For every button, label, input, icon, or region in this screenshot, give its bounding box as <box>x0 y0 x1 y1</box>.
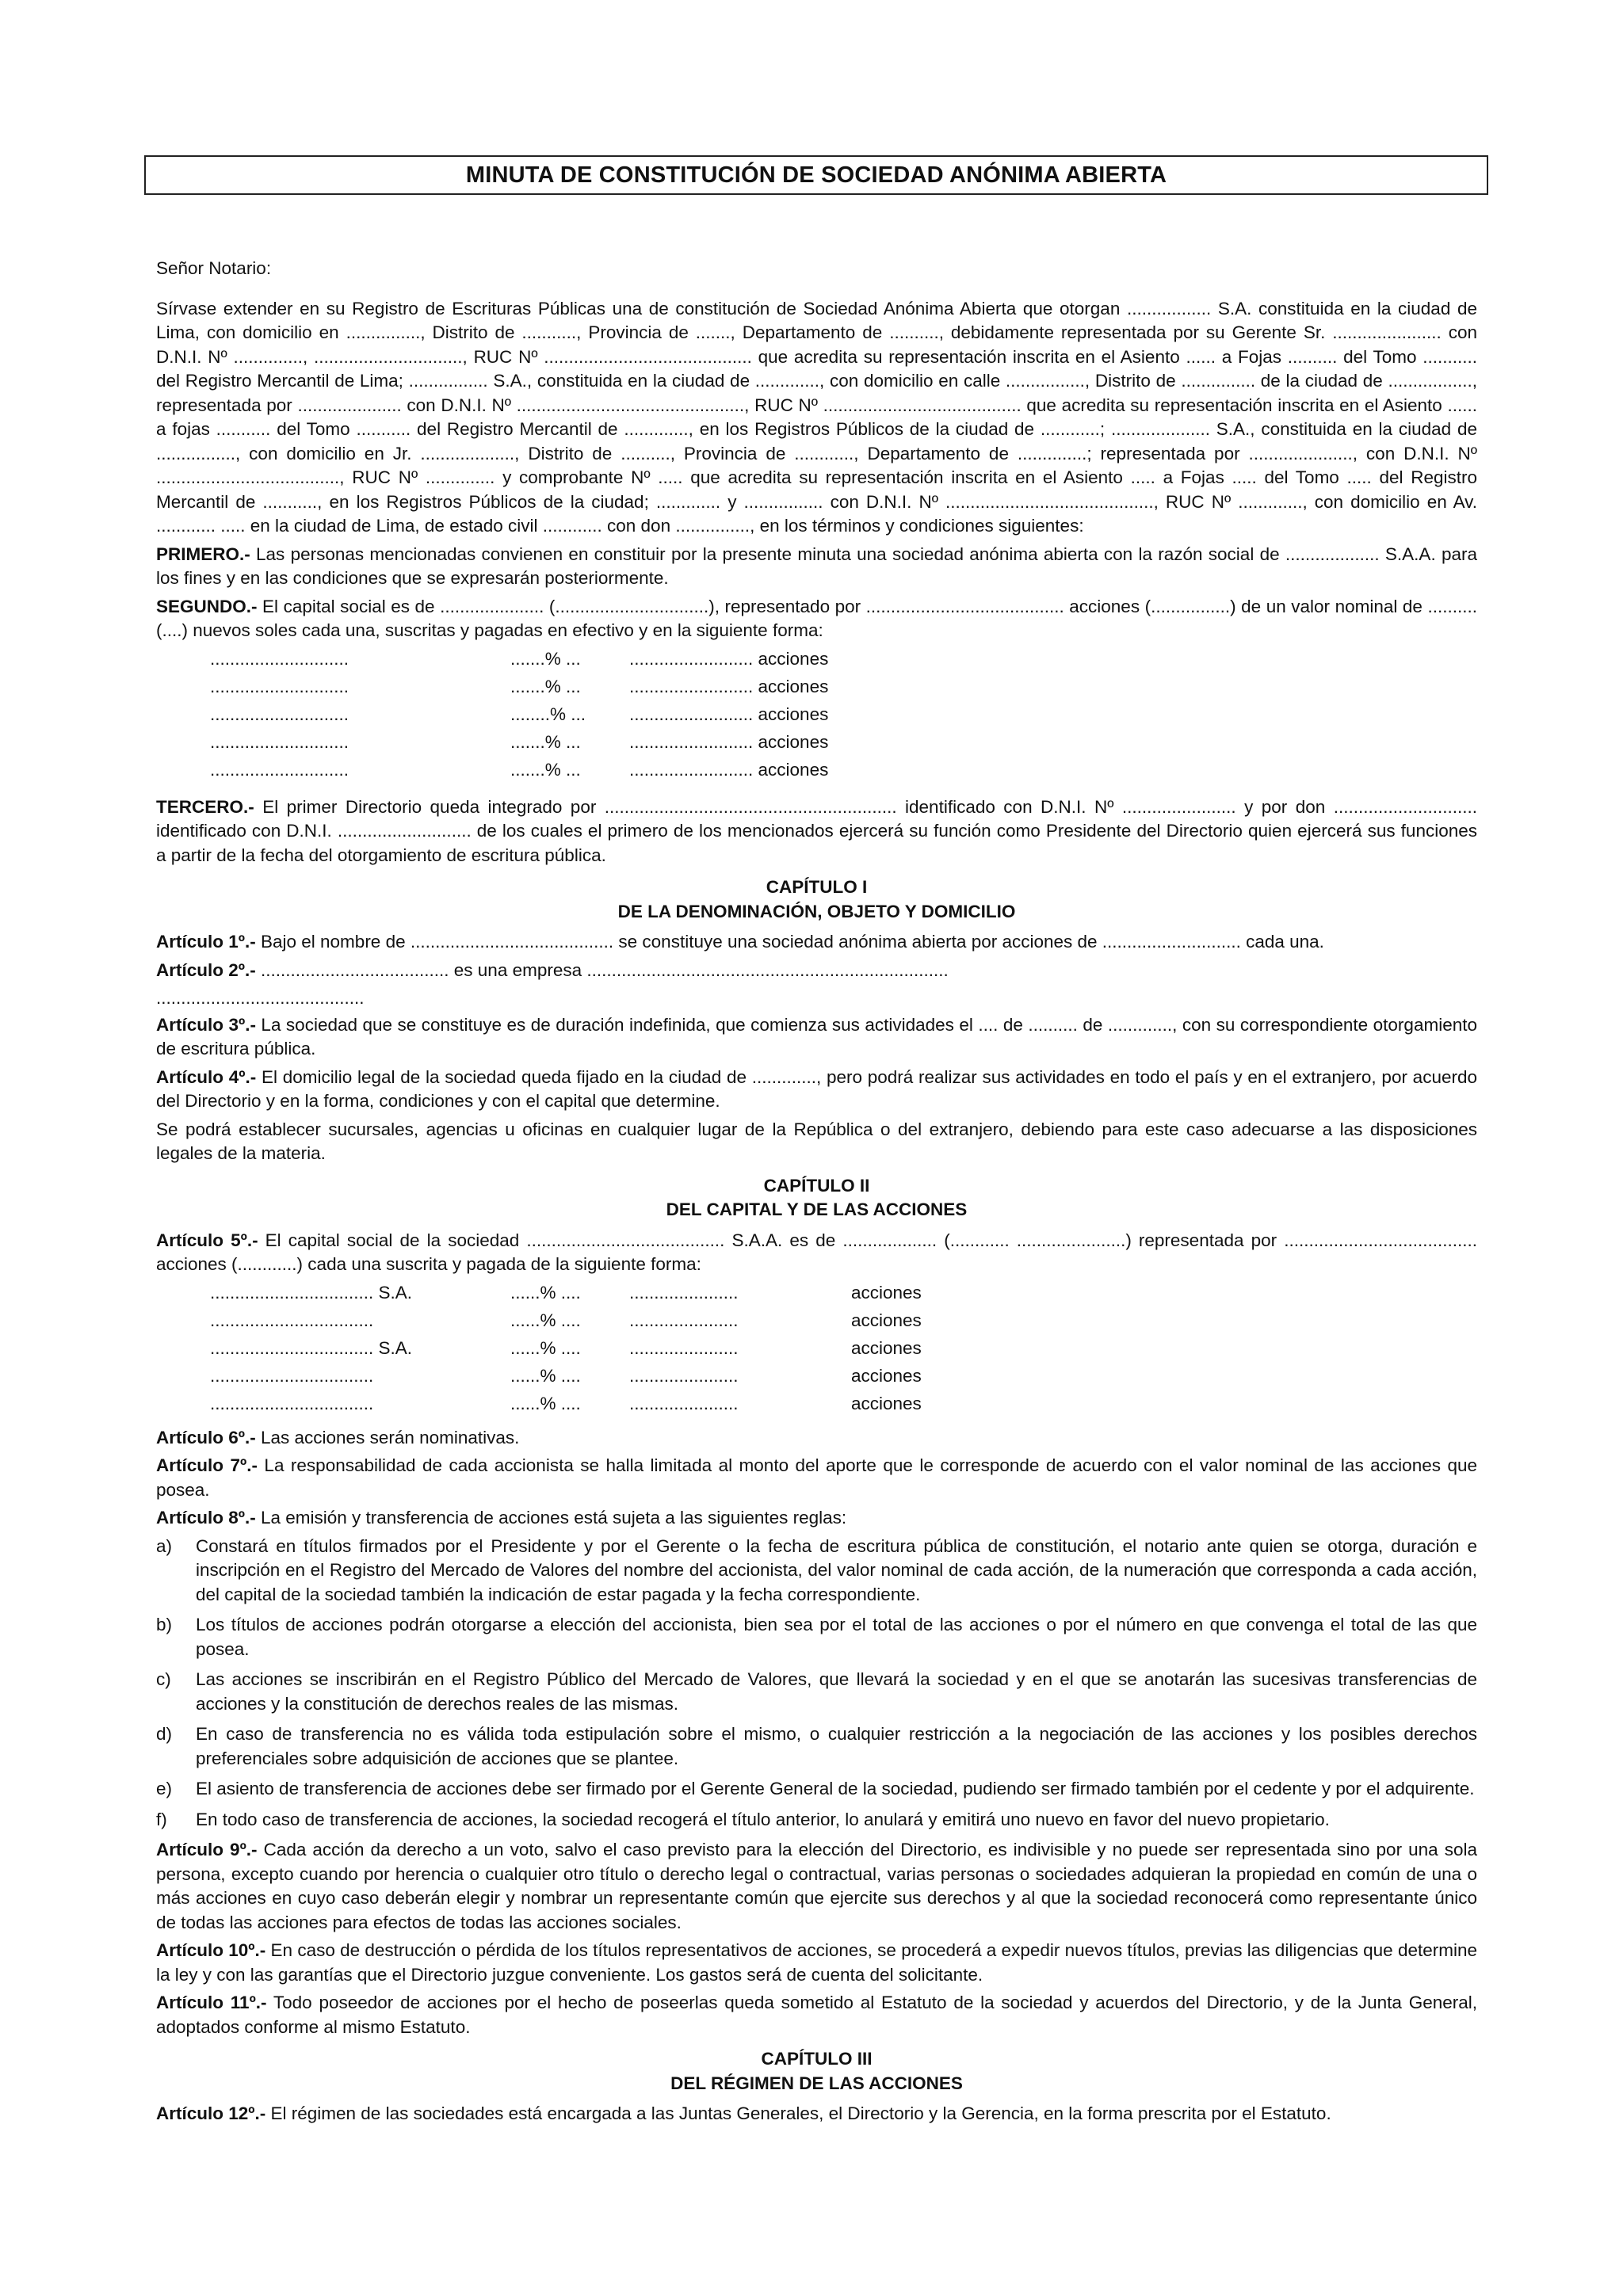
article-text: El régimen de las sociedades está encargada a las Juntas Generales, el Directorio y la Gerencia, en la forma prescrita por el Estatuto. <box>265 2103 1331 2123</box>
article-text: Todo poseedor de acciones por el hecho de poseerlas queda sometido al Estatuto de la sociedad y acuerdos del Directorio, y de la Junta General, adoptados conforme al mismo Estatuto. <box>156 1993 1477 2037</box>
list-item-text: Las acciones se inscribirán en el Registro Público del Mercado de Valores, que llevará la sociedad y en el que se anotarán las sucesivas transferencias de acciones y la constitución de derechos reales de las mismas. <box>196 1669 1477 1714</box>
shares-amount: ...................... <box>629 1365 739 1386</box>
shares-amount: ...................... <box>629 1282 739 1302</box>
percentage: ........% ... <box>510 704 586 724</box>
shareholder-name: ................................. <box>210 1365 374 1386</box>
list-item <box>156 1808 1477 1833</box>
list-item <box>156 1668 1477 1716</box>
article-5 <box>156 1229 1477 1277</box>
article-text: Bajo el nombre de ......................................... se constituye una sociedad anónima abierta por acciones de ............................ cada una. <box>255 932 1324 952</box>
shareholders-table-article-5 <box>156 1281 1477 1420</box>
clause-text: Las personas mencionadas convienen en constituir por la presente minuta una sociedad anónima abierta con la razón social de ................... S.A.A. para los fines y en las condiciones que se expresarán posteriormente. <box>156 543 1477 588</box>
clause-text: El capital social es de ..................... (...............................), representado por ........................................ acciones (................) de un valor nominal de .......... (....) nuevos soles cada una, suscritas y pagadas en efectivo y en la siguiente forma: <box>156 596 1477 640</box>
chapter-1-title: CAPÍTULO I <box>766 877 868 897</box>
list-item-label: a) <box>156 1535 173 1556</box>
article-text: En caso de destrucción o pérdida de los títulos representativos de acciones, se procederá a expedir nuevos títulos, previas las diligencias que determine la ley y con las garantías que el Directorio juzgue conveniente. Los gastos será de cuenta del solicitante. <box>156 1940 1477 1985</box>
article-label: Artículo 11º.- <box>156 1993 267 2012</box>
percentage: .......% ... <box>510 676 581 696</box>
shares-label: acciones <box>851 1282 922 1302</box>
article-text: La responsabilidad de cada accionista se halla limitada al monto del aporte que le corresponde de acuerdo con el valor nominal de las acciones que posea. <box>156 1455 1477 1500</box>
shares-label: acciones <box>851 1337 922 1358</box>
shares-amount: ...................... <box>629 1393 739 1413</box>
shares-label: acciones <box>851 1310 922 1330</box>
shares: ......................... acciones <box>629 731 829 752</box>
percentage: .......% ... <box>510 731 581 752</box>
article-4 <box>156 1066 1477 1114</box>
shares-amount: ...................... <box>629 1337 739 1358</box>
clause-segundo <box>156 595 1477 643</box>
shareholder-name: ................................. S.A. <box>210 1337 413 1358</box>
article-6 <box>156 1426 1477 1451</box>
table-row <box>156 1392 1477 1420</box>
article-label: Artículo 6º.- <box>156 1427 256 1447</box>
list-item-text: Constará en títulos firmados por el Presidente y por el Gerente o la fecha de escritura pública de constitución, el notario ante quien se otorga, duración e inscripción en el Registro del Mercado de Valores del nombre del accionista, del valor nominal de cada acción, de la numeración que corresponda a cada acción, del capital de la sociedad también la indicación de estar pagada y la fecha correspondiente. <box>196 1535 1477 1604</box>
article-text: La emisión y transferencia de acciones está sujeta a las siguientes reglas: <box>255 1508 847 1527</box>
shares-label: acciones <box>851 1393 922 1413</box>
article-2-continuation: .......................................... <box>156 988 365 1008</box>
article-4-extra: Se podrá establecer sucursales, agencias u oficinas en cualquier lugar de la República o del extranjero, debiendo para este caso adecuarse a las disposiciones legales de la materia. <box>156 1119 1477 1163</box>
article-1 <box>156 930 1477 955</box>
table-row <box>156 1309 1477 1337</box>
chapter-1-subtitle: DE LA DENOMINACIÓN, OBJETO Y DOMICILIO <box>617 901 1016 921</box>
clause-text: El primer Directorio queda integrado por ........................................................... identificado con D.N.I. Nº ....................... y por don ............................. identificado con D.N.I. ........................... de los cuales el primero de los mencionados ejercerá su función como Presidente del Directorio quien ejercerá sus funciones a partir de la fecha del otorgamiento de escritura pública. <box>156 796 1477 865</box>
list-item <box>156 1613 1477 1661</box>
intro-paragraph: Sírvase extender en su Registro de Escrituras Públicas una de constitución de Sociedad Anónima Abierta que otorgan ................. S.A. constituida en la ciudad de Lima, con domicilio en ..............., Distrito de ..........., Provincia de ......., Departamento de .........., debidamente representada por su Gerente Sr. ...................... con D.N.I. Nº .............., .............................., RUC Nº .......................................... que acredita su representación inscrita en el Asiento ...... a Fojas .......... del Tomo ........... del Registro Mercantil de Lima; ................ S.A., constituida en la ciudad de ............., con domicilio en calle ................, Distrito de ............... de la ciudad de ................., representada por ..................... con D.N.I. Nº .............................................., RUC Nº ........................................ que acredita su representación inscrita en el Asiento ...... a fojas ........... del Tomo ........... del Registro Mercantil de ............., en los Registros Públicos de la ciudad de ............; .................... S.A., constituida en la ciudad de ................, con domicilio en Jr. ..................., Distrito de .........., Provincia de ............, Departamento de ..............; representada por ....................., con D.N.I. Nº ....................................., RUC Nº .............. y comprobante Nº ..... que acredita su representación inscrita en el Asiento ..... a Fojas ..... del Tomo ..... del Registro Mercantil de ..........., en los Registros Públicos de la ciudad; ............. y ................ con D.N.I. Nº .........................................., RUC Nº ............., con domicilio en Av. ............ ..... en la ciudad de Lima, de estado civil ............ con don ..............., en los términos y condiciones siguientes: <box>156 298 1477 536</box>
article-label: Artículo 4º.- <box>156 1066 257 1087</box>
percentage: .......% ... <box>510 759 581 780</box>
article-text: La sociedad que se constituye es de duración indefinida, que comienza sus actividades el .... de .......... de ............., con su correspondiente otorgamiento de escritura pública. <box>156 1014 1477 1058</box>
percentage: ......% .... <box>510 1282 581 1302</box>
list-item-label: c) <box>156 1669 171 1689</box>
shareholder-name: ............................ <box>210 676 349 696</box>
article-text: El capital social de la sociedad ........................................ S.A.A. es de ................... (............ ......................) representada por ....................................... acciones (............) cada una suscrita y pagada de la siguiente forma: <box>156 1230 1477 1274</box>
chapter-2-subtitle: DEL CAPITAL Y DE LAS ACCIONES <box>666 1199 968 1219</box>
article-3 <box>156 1013 1477 1062</box>
shareholder-name: ................................. <box>210 1310 374 1330</box>
shareholder-name: ................................. S.A. <box>210 1282 413 1302</box>
clause-primero <box>156 543 1477 591</box>
article-text: ...................................... es una empresa ......................................................................... <box>255 959 949 980</box>
list-item <box>156 1722 1477 1771</box>
clause-label: TERCERO.- <box>156 796 254 817</box>
shares: ......................... acciones <box>629 648 829 669</box>
article-label: Artículo 3º.- <box>156 1014 256 1035</box>
article-label: Artículo 7º.- <box>156 1455 258 1475</box>
shareholder-name: ............................ <box>210 648 349 669</box>
table-row <box>156 730 1477 758</box>
article-text: Las acciones serán nominativas. <box>255 1427 520 1447</box>
article-label: Artículo 8º.- <box>156 1508 256 1527</box>
chapter-3-title: CAPÍTULO III <box>761 2049 873 2069</box>
list-item <box>156 1777 1477 1802</box>
chapter-3-subtitle: DEL RÉGIMEN DE LAS ACCIONES <box>670 2073 963 2093</box>
shares: ......................... acciones <box>629 676 829 696</box>
article-label: Artículo 1º.- <box>156 932 256 952</box>
list-item-text: En todo caso de transferencia de acciones, la sociedad recogerá el título anterior, lo anulará y emitirá uno nuevo en favor del nuevo propietario. <box>196 1809 1330 1829</box>
shares-amount: ...................... <box>629 1310 739 1330</box>
article-2 <box>156 959 1477 983</box>
table-row <box>156 1364 1477 1392</box>
percentage: ......% .... <box>510 1365 581 1386</box>
article-11 <box>156 1991 1477 2039</box>
article-7 <box>156 1454 1477 1502</box>
percentage: .......% ... <box>510 648 581 669</box>
table-row <box>156 758 1477 786</box>
table-row <box>156 675 1477 703</box>
shares-label: acciones <box>851 1365 922 1386</box>
list-item-text: El asiento de transferencia de acciones debe ser firmado por el Gerente General de la sociedad, pudiendo ser firmado también por el cedente y por el adquirente. <box>196 1779 1475 1798</box>
article-text: El domicilio legal de la sociedad queda fijado en la ciudad de ............., pero podrá realizar sus actividades en todo el país y en el extranjero, por acuerdo del Directorio y en la forma, condiciones y con el capital que determine. <box>156 1066 1477 1111</box>
shareholder-name: ............................ <box>210 704 349 724</box>
list-item-label: f) <box>156 1809 167 1829</box>
percentage: ......% .... <box>510 1393 581 1413</box>
table-row <box>156 1337 1477 1364</box>
chapter-2-title: CAPÍTULO II <box>763 1175 870 1196</box>
list-item <box>156 1535 1477 1608</box>
table-row <box>156 1281 1477 1309</box>
shareholder-name: ............................ <box>210 759 349 780</box>
clause-label: PRIMERO.- <box>156 543 250 564</box>
article-8 <box>156 1506 1477 1531</box>
article-label: Artículo 5º.- <box>156 1230 258 1250</box>
clause-tercero <box>156 795 1477 868</box>
list-item-label: e) <box>156 1779 173 1798</box>
shareholders-table-segundo <box>156 647 1477 786</box>
article-label: Artículo 9º.- <box>156 1840 258 1859</box>
salutation: Señor Notario: <box>156 258 272 278</box>
article-10 <box>156 1939 1477 1987</box>
list-item-label: d) <box>156 1724 173 1744</box>
document-body <box>156 257 1477 2130</box>
shareholder-name: ................................. <box>210 1393 374 1413</box>
shares: ......................... acciones <box>629 759 829 780</box>
list-item-label: b) <box>156 1615 173 1634</box>
list-item-text: En caso de transferencia no es válida toda estipulación sobre el mismo, o cualquier restricción a la negociación de las acciones y los posibles derechos preferenciales sobre adquisición de acciones que se plantee. <box>196 1724 1477 1768</box>
article-text: Cada acción da derecho a un voto, salvo el caso previsto para la elección del Directorio, es indivisible y no puede ser representada sino por una sola persona, excepto cuando por herencia o cualquier otro título o derecho legal o contractual, varias personas o sociedades adquieran la propiedad en común de una o más acciones en cuyo caso deberán elegir y nombrar un representante común que ejercite sus derechos y al que la sociedad reconocerá como representante único de todas las acciones para efectos de todas las acciones sociales. <box>156 1840 1477 1932</box>
list-item-text: Los títulos de acciones podrán otorgarse a elección del accionista, bien sea por el total de las acciones o por el número en que convenga el total de las que posea. <box>196 1615 1477 1659</box>
table-row <box>156 703 1477 730</box>
percentage: ......% .... <box>510 1310 581 1330</box>
article-label: Artículo 10º.- <box>156 1940 266 1960</box>
article-label: Artículo 12º.- <box>156 2103 266 2123</box>
shares: ......................... acciones <box>629 704 829 724</box>
article-9 <box>156 1838 1477 1935</box>
document-title: MINUTA DE CONSTITUCIÓN DE SOCIEDAD ANÓNIMA ABIERTA <box>144 155 1488 195</box>
article-label: Artículo 2º.- <box>156 959 256 980</box>
clause-label: SEGUNDO.- <box>156 596 258 616</box>
shareholder-name: ............................ <box>210 731 349 752</box>
article-12 <box>156 2102 1477 2126</box>
percentage: ......% .... <box>510 1337 581 1358</box>
table-row <box>156 647 1477 675</box>
